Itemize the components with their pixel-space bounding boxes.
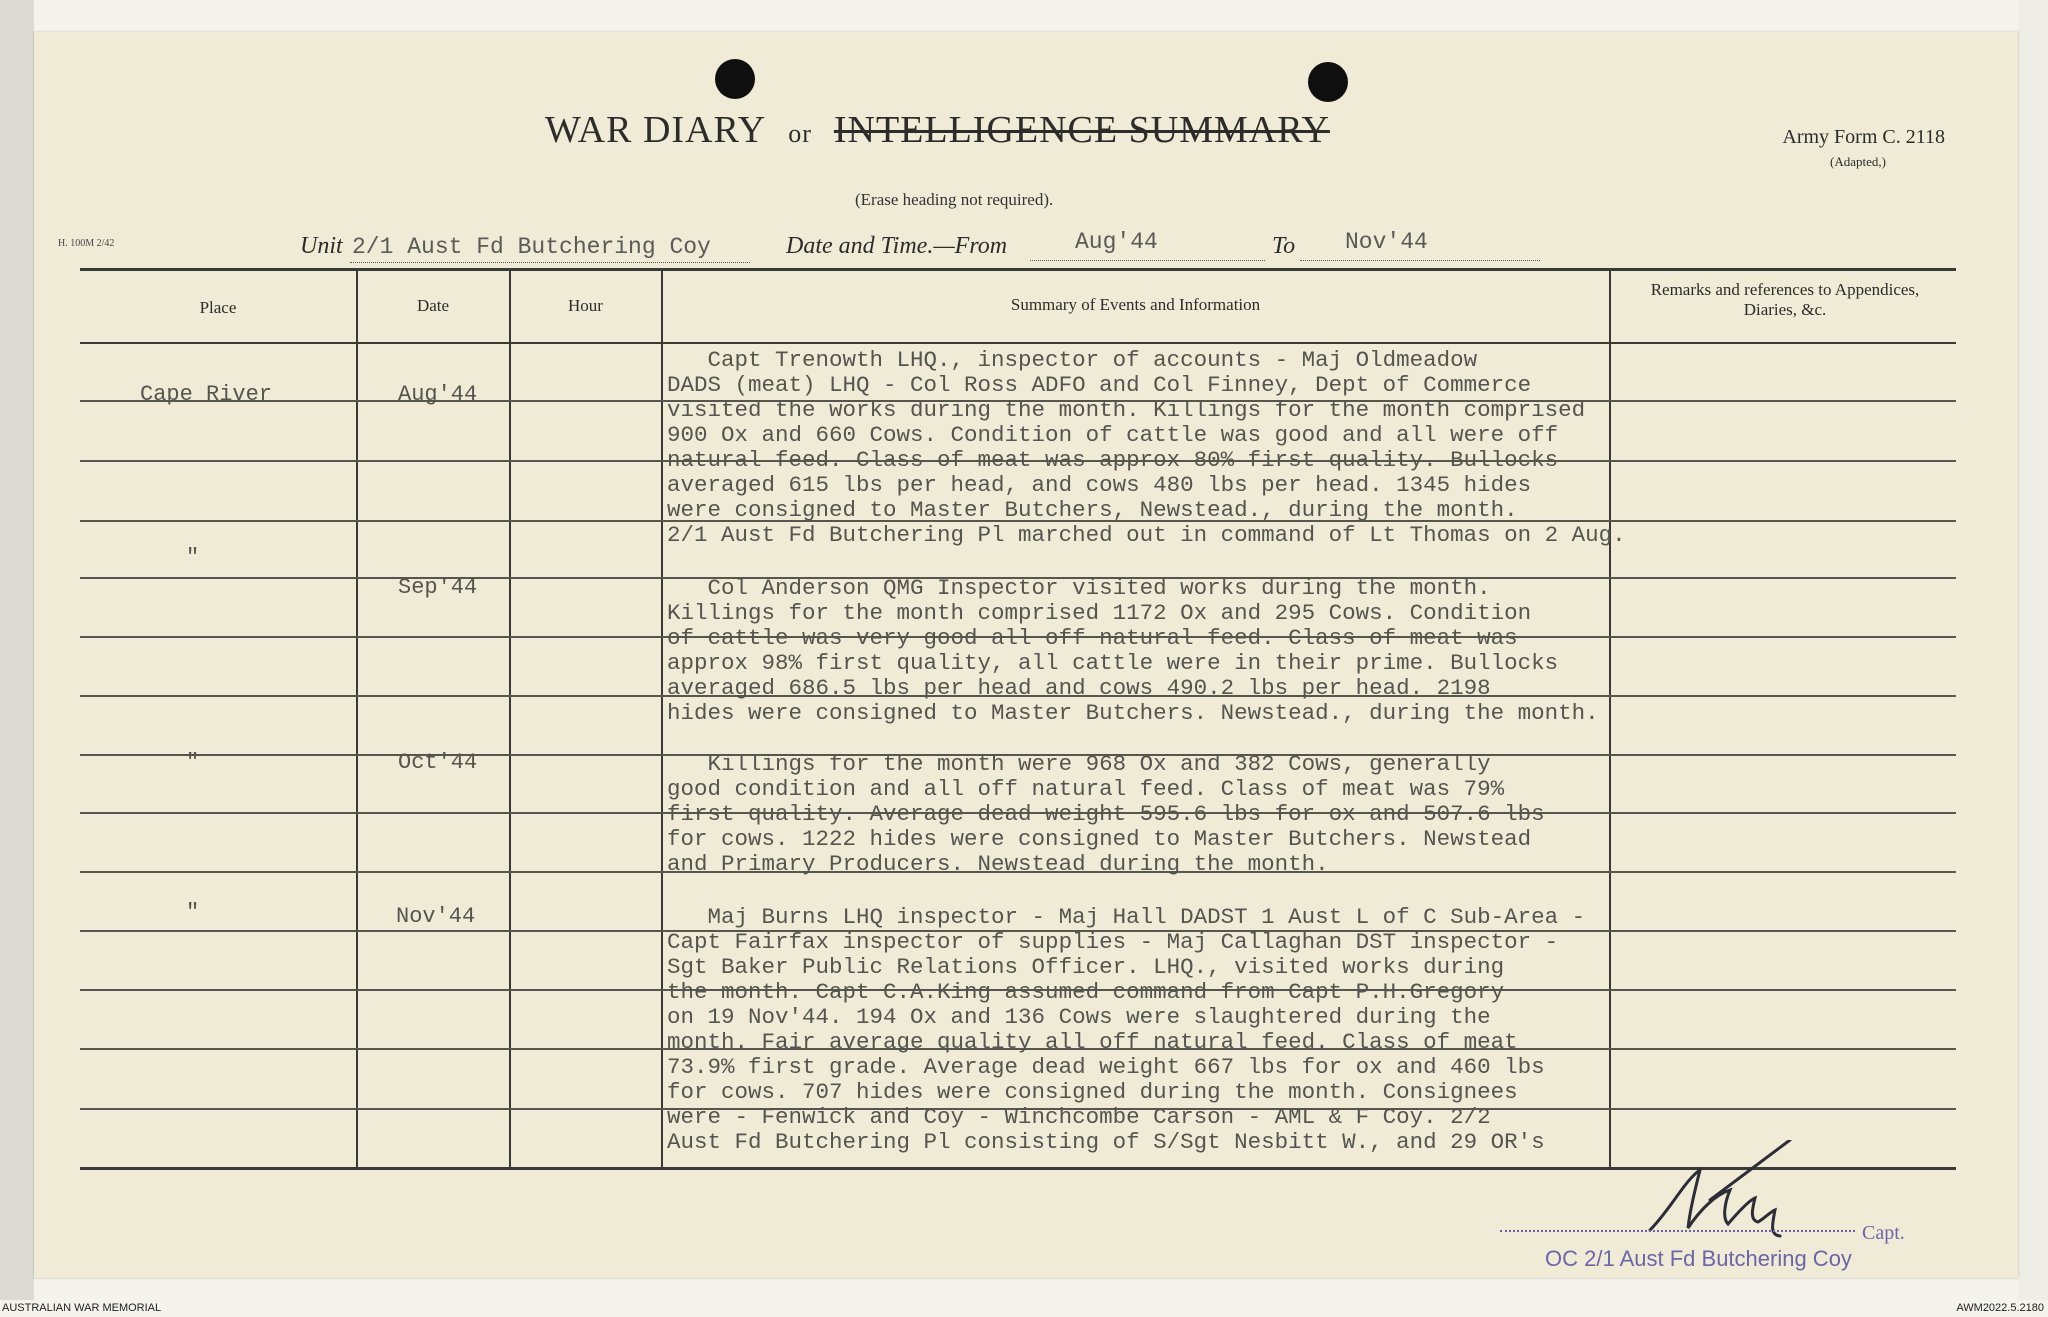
summary-line: the month. Capt C.A.King assumed command from Capt P.H.Gregory	[667, 979, 1505, 1005]
col-divider-summary	[661, 268, 663, 1168]
to-dotline	[1300, 260, 1540, 261]
title-or: or	[788, 119, 812, 148]
date-label: Date and Time.—From	[786, 233, 1008, 259]
summary-line: were - Fenwick and Coy - Winchcombe Carson - AML & F Coy. 2/2	[667, 1104, 1491, 1130]
unit-dotline	[350, 262, 750, 263]
adapted-note: (Adapted,)	[1830, 154, 1886, 169]
table-top-rule	[80, 268, 1956, 271]
army-form-number: Army Form C. 2118	[1782, 126, 1945, 148]
print-code: H. 100M 2/42	[58, 238, 115, 249]
summary-line: Killings for the month were 968 Ox and 382 Cows, generally	[667, 751, 1491, 777]
unit-stamp: OC 2/1 Aust Fd Butchering Coy	[1545, 1246, 1852, 1271]
summary-line: Aust Fd Butchering Pl consisting of S/Sgt Nesbitt W., and 29 OR's	[667, 1129, 1545, 1155]
summary-line: Killings for the month comprised 1172 Ox and 295 Cows. Condition	[667, 600, 1532, 626]
summary-line: averaged 686.5 lbs per head and cows 490.2 lbs per head. 2198	[667, 675, 1491, 701]
signature-dotline	[1500, 1230, 1855, 1232]
summary-line: good condition and all off natural feed. Class of meat was 79%	[667, 776, 1505, 802]
punch-hole-right	[1308, 62, 1348, 102]
entry-place: "	[186, 545, 200, 570]
punch-hole-left	[715, 59, 755, 99]
handwritten-signature	[1640, 1140, 1800, 1250]
summary-line: on 19 Nov'44. 194 Ox and 136 Cows were slaughtered during the	[667, 1004, 1491, 1030]
summary-line: Sgt Baker Public Relations Officer. LHQ., visited works during	[667, 954, 1505, 980]
summary-line: Capt Fairfax inspector of supplies - Maj Callaghan DST inspector -	[667, 929, 1559, 955]
title-main: WAR DIARY	[545, 109, 767, 151]
summary-line: hides were consigned to Master Butchers. Newstead., during the month.	[667, 700, 1599, 726]
summary-line: first quality. Average dead weight 595.6 lbs for ox and 507.6 lbs	[667, 801, 1545, 827]
scan-border-right	[2018, 0, 2048, 1300]
title-struck: INTELLIGENCE SUMMARY	[833, 109, 1330, 151]
signature-rank: Capt.	[1862, 1222, 1905, 1244]
summary-line: and Primary Producers. Newstead during the month.	[667, 851, 1329, 877]
summary-line: natural feed. Class of meat was approx 80% first quality. Bullocks	[667, 447, 1559, 473]
entry-date: Oct'44	[398, 750, 478, 775]
col-head-date: Date	[416, 296, 450, 315]
unit-label: Unit	[300, 233, 343, 259]
summary-line: approx 98% first quality, all cattle were in their prime. Bullocks	[667, 650, 1559, 676]
entry-date: Aug'44	[398, 382, 478, 407]
summary-line: Col Anderson QMG Inspector visited works during the month.	[667, 575, 1491, 601]
summary-line: Capt Trenowth LHQ., inspector of accounts - Maj Oldmeadow	[667, 347, 1478, 373]
summary-line: for cows. 707 hides were consigned during the month. Consignees	[667, 1079, 1518, 1105]
summary-line: month. Fair average quality all off natural feed. Class of meat	[667, 1029, 1518, 1055]
summary-line: were consigned to Master Butchers, Newstead., during the month.	[667, 497, 1518, 523]
unit-value: 2/1 Aust Fd Butchering Coy	[352, 234, 711, 260]
summary-line: for cows. 1222 hides were consigned to Master Butchers. Newstead	[667, 826, 1532, 852]
from-dotline	[1030, 260, 1265, 261]
entry-place: Cape River	[140, 382, 273, 407]
col-head-remarks: Remarks and references to Appendices, Diaries, &c.	[1650, 280, 1920, 319]
scan-border-left	[0, 0, 34, 1300]
summary-line: Maj Burns LHQ inspector - Maj Hall DADST 1 Aust L of C Sub-Area -	[667, 904, 1586, 930]
entry-date: Sep'44	[398, 575, 478, 600]
summary-line: of cattle was very good all off natural feed. Class of meat was	[667, 625, 1518, 651]
col-divider-hour	[509, 268, 511, 1168]
to-label: To	[1272, 233, 1296, 259]
col-head-summary: Summary of Events and Information	[1010, 295, 1261, 314]
archive-credit: AUSTRALIAN WAR MEMORIAL	[2, 1302, 162, 1314]
to-value: Nov'44	[1345, 229, 1428, 255]
col-divider-date	[356, 268, 358, 1168]
summary-line: averaged 615 lbs per head, and cows 480 lbs per head. 1345 hides	[667, 472, 1532, 498]
summary-line: DADS (meat) LHQ - Col Ross ADFO and Col Finney, Dept of Commerce	[667, 372, 1532, 398]
archive-reference: AWM2022.5.2180	[1956, 1302, 2044, 1314]
entry-place: "	[186, 900, 200, 925]
col-divider-remarks	[1609, 268, 1611, 1168]
col-head-place: Place	[199, 298, 237, 317]
summary-line: visited the works during the month. Killings for the month comprised	[667, 397, 1586, 423]
from-value: Aug'44	[1075, 229, 1158, 255]
table-head-rule	[80, 342, 1956, 344]
summary-line: 2/1 Aust Fd Butchering Pl marched out in command of Lt Thomas on 2 Aug.	[667, 522, 1626, 548]
summary-line: 900 Ox and 660 Cows. Condition of cattle was good and all were off	[667, 422, 1559, 448]
form-title	[545, 108, 1330, 152]
col-head-hour: Hour	[568, 296, 603, 315]
entry-place: "	[186, 750, 200, 775]
form-subtitle: (Erase heading not required).	[855, 190, 1054, 209]
entry-date: Nov'44	[396, 904, 476, 929]
summary-line: 73.9% first grade. Average dead weight 667 lbs for ox and 460 lbs	[667, 1054, 1545, 1080]
